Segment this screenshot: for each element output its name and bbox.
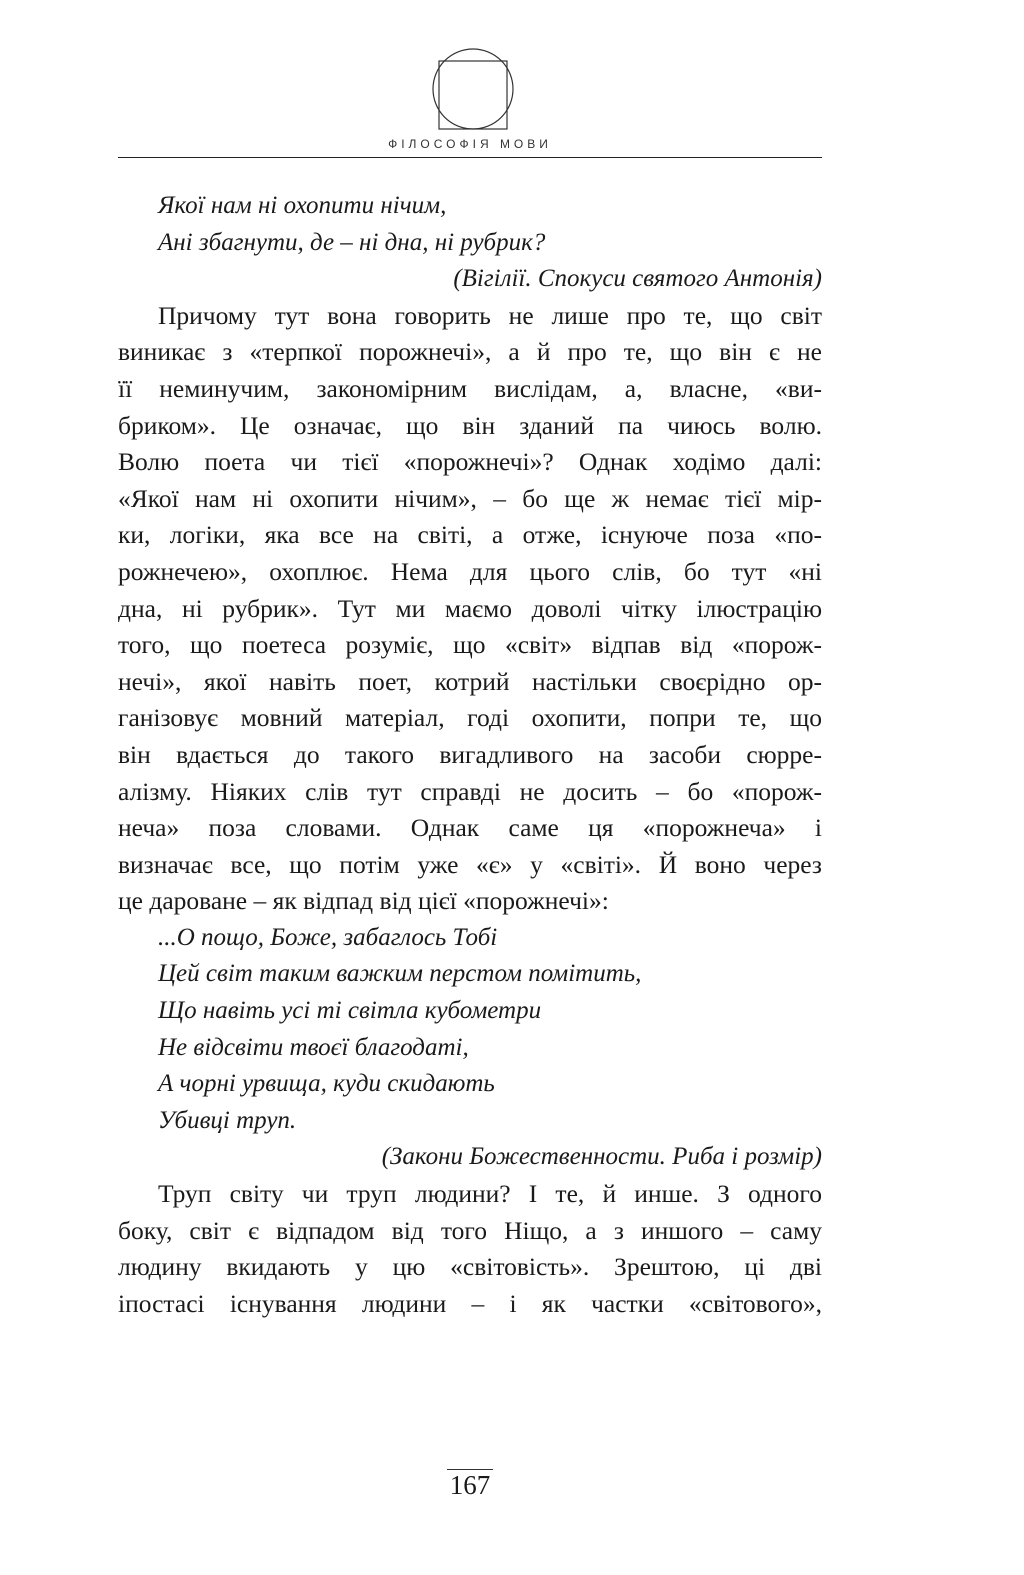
paragraph-line: нечі», якої навіть поет, котрий настільки своєрідно ор-: [118, 666, 822, 696]
verse-line: Ані збагнути, де – ні дна, ні рубрик?: [158, 228, 546, 256]
paragraph-line: іпостасі існування людини – і як частки «світового»,: [118, 1288, 822, 1318]
paragraph-line: Труп світу чи труп людини? І те, й инше. З одного: [158, 1179, 822, 1209]
running-head: ФІЛОСОФІЯ МОВИ: [388, 137, 552, 151]
verse-line: Не відсвіти твоєї благодаті,: [158, 1033, 469, 1061]
circle-square-emblem-icon: [430, 46, 516, 132]
verse-line: Що навіть усі ті світла кубометри: [158, 997, 542, 1025]
paragraph-line: бриком». Це означає, що він зданий па чиюсь волю.: [118, 410, 822, 440]
paragraph-line: алізму. Ніяких слів тут справді не досить – бо «порож-: [118, 776, 822, 806]
page-body: [118, 188, 822, 1322]
paragraph-line: ганізовує мовний матеріал, годі охопити, попри те, що: [118, 703, 822, 733]
header-rule: [118, 157, 822, 158]
paragraph-line: того, що поетеса розуміє, що «світ» відпав від «порож-: [118, 630, 822, 660]
page-number-text: 167: [447, 1469, 494, 1500]
paragraph-line: це дароване – як відпад від цієї «порожнечі»:: [118, 886, 609, 916]
paragraph-line: неча» поза словами. Однак саме ця «порожнеча» і: [118, 813, 822, 843]
verse-line: ...О пощо, Боже, забаглось Тобі: [158, 923, 498, 951]
paragraph-line: виникає з «терпкої порожнечі», а й про те, що він є не: [118, 337, 822, 367]
verse-line: А чорні урвища, куди скидають: [158, 1070, 495, 1098]
paragraph-line: ки, логіки, яка все на світі, а отже, існуюче поза «по-: [118, 520, 822, 550]
page-number: [400, 1470, 540, 1501]
paragraph-line: визначає все, що потім уже «є» у «світі». Й воно через: [118, 849, 822, 879]
paragraph-line: «Якої нам ні охопити нічим», – бо ще ж немає тієї мір-: [118, 483, 822, 513]
paragraph-line: Причому тут вона говорить не лише про те, що світ: [158, 300, 822, 330]
verse-line: Цей світ таким важким перстом помітить,: [158, 960, 642, 988]
verse-source: (Закони Божественности. Риба і розмір): [381, 1143, 822, 1171]
verse-line: Убивці труп.: [158, 1106, 297, 1134]
verse-line: Якої нам ні охопити нічим,: [158, 192, 447, 219]
paragraph-line: дна, ні рубрик». Тут ми маємо доволі чітку ілюстрацію: [118, 593, 822, 623]
paragraph-line: людину вкидають у цю «світовість». Зрештою, ці дві: [118, 1252, 822, 1282]
paragraph-line: рожнечею», охоплює. Нема для цього слів, бо тут «ні: [118, 556, 822, 586]
paragraph-line: її неминучим, закономірним вислідам, а, власне, «ви-: [118, 373, 822, 403]
paragraph-line: Волю поета чи тієї «порожнечі»? Однак ходімо далі:: [118, 447, 822, 477]
paragraph-line: боку, світ є відпадом від того Ніщо, а з иншого – саму: [118, 1215, 822, 1245]
paragraph-line: він вдається до такого вигадливого на засоби сюрре-: [118, 739, 822, 769]
verse-source: (Вігілії. Спокуси святого Антонія): [453, 265, 822, 293]
